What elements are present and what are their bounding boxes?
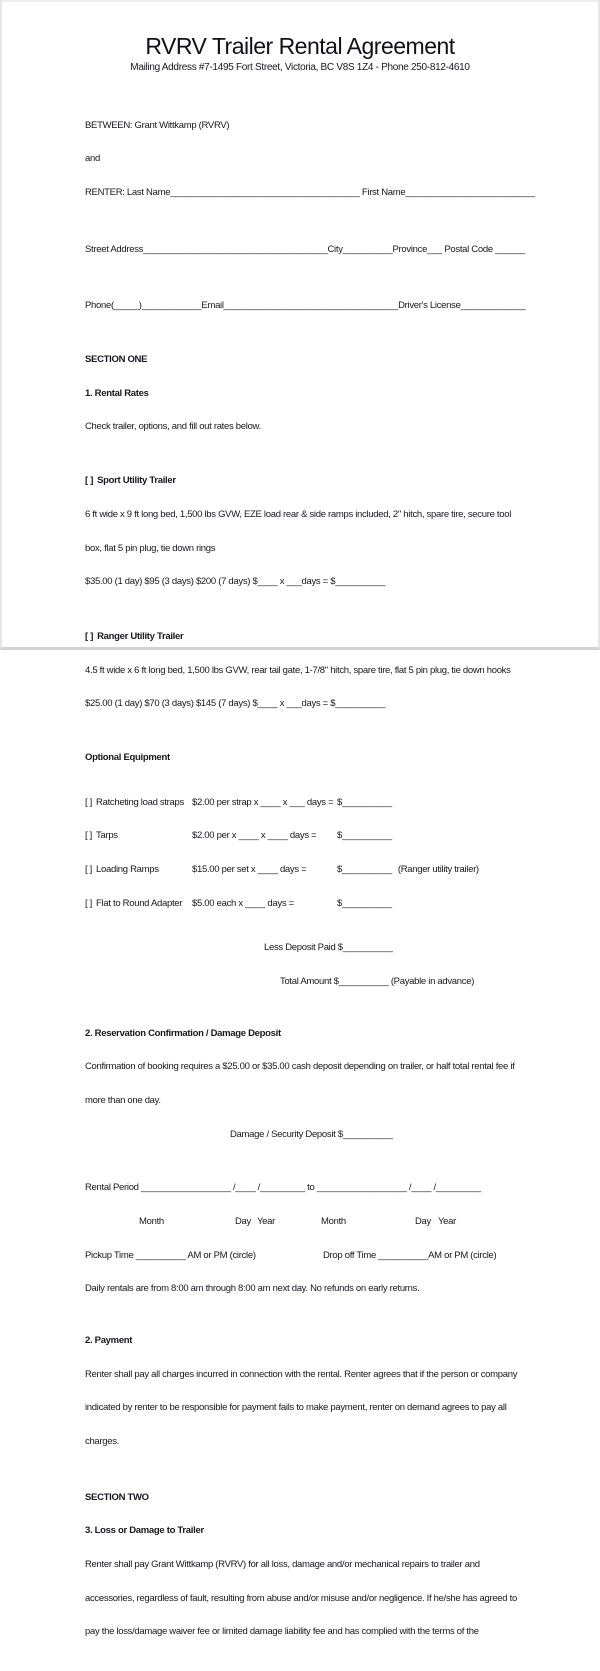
equipment-formula: $5.00 each x ____ days = [192, 897, 294, 909]
equipment-checkbox-icon[interactable]: [ ] [85, 796, 93, 808]
sport-trailer-checkbox-icon[interactable]: [ ] [85, 475, 94, 487]
payment-body-line: Renter shall pay all charges incurred in connection with the rental. Renter agrees that if the person or company [85, 1368, 518, 1380]
equipment-checkbox-icon[interactable]: [ ] [85, 897, 93, 909]
year-label: Year [257, 1216, 275, 1228]
between-line: BETWEEN: Grant Wittkamp (RVRV) [85, 119, 230, 131]
reservation-heading: 2. Reservation Confirmation / Damage Deposit [85, 1027, 281, 1039]
section-one-heading: SECTION ONE [85, 354, 148, 366]
sport-trailer-description-line: box, flat 5 pin plug, tie down rings [85, 542, 216, 554]
month-label: Month [321, 1216, 346, 1228]
document-body [85, 86, 558, 1671]
less-deposit-line: Less Deposit Paid $__________ [264, 942, 393, 954]
sport-trailer-heading [85, 475, 558, 486]
rental-period-labels [85, 1216, 558, 1227]
pickup-dropoff-line [85, 1250, 558, 1261]
security-deposit-line: Damage / Security Deposit $__________ [230, 1128, 393, 1140]
document-subtitle: Mailing Address #7-1495 Fort Street, Victoria, BC V8S 1Z4 - Phone 250-812-4610 [130, 62, 470, 73]
pickup-time-line: Pickup Time __________ AM or PM (circle) [85, 1249, 256, 1261]
ranger-trailer-checkbox-icon[interactable]: [ ] [85, 630, 94, 642]
equipment-label: Loading Ramps [96, 864, 159, 875]
phone-email-license-line: Phone(_____)____________Email___________________________________Driver's License_____________ [85, 300, 526, 312]
equipment-label-cell [85, 864, 192, 875]
equipment-row [85, 797, 558, 808]
ranger-trailer-heading [85, 631, 558, 642]
payment-body-line: charges. [85, 1435, 120, 1447]
equipment-label: Flat to Round Adapter [96, 897, 183, 909]
month-label: Month [139, 1216, 164, 1228]
rental-period-line: Rental Period __________________ /____ /_________ to __________________ /____ /_________ [85, 1182, 481, 1194]
equipment-formula: $2.00 per strap x ____ x ___ days = [192, 796, 334, 808]
loss-damage-body-line: accessories, regardless of fault, resulting from abuse and/or misuse and/or negligence. If he/she has agreed to [85, 1592, 517, 1604]
equipment-checkbox-icon[interactable]: [ ] [85, 830, 93, 842]
sport-trailer-description-line: 6 ft wide x 9 ft long bed, 1,500 lbs GVW, EZE load rear & side ramps included, 2" hitch, spare tire, secure tool [85, 508, 512, 520]
equipment-row [85, 864, 558, 875]
equipment-formula: $15.00 per set x ____ days = [192, 864, 307, 875]
equipment-formula: $2.00 per x ____ x ____ days = [192, 830, 317, 842]
equipment-amount-blank: $__________ [337, 830, 392, 842]
reservation-body-line: more than one day. [85, 1095, 161, 1107]
equipment-amount-blank: $__________ [337, 897, 392, 909]
daily-rentals-note: Daily rentals are from 8:00 am through 8:00 am next day. No refunds on early returns. [85, 1283, 420, 1295]
day-label: Day [415, 1216, 431, 1228]
equipment-amount-blank: $__________ [337, 796, 392, 808]
equipment-label: Ratcheting load straps [96, 796, 184, 808]
reservation-body-line: Confirmation of booking requires a $25.00 or $35.00 cash deposit depending on trailer, or half total rental fee if [85, 1061, 515, 1073]
street-address-line: Street Address_____________________________________City__________Province___ Postal Code ______ [85, 243, 526, 255]
ranger-trailer-description-line: 4.5 ft wide x 6 ft long bed, 1,500 lbs GVW, rear tail gate, 1-7/8" hitch, spare tire, flat 5 pin plug, tie down hooks [85, 664, 511, 676]
payment-body-line: indicated by renter to be responsible for payment fails to make payment, renter on demand agrees to pay all [85, 1402, 507, 1414]
total-amount-line: Total Amount $__________ (Payable in advance) [280, 976, 475, 988]
loss-damage-body-line: pay the loss/damage waiver fee or limited damage liability fee and has complied with the terms of the [85, 1626, 479, 1638]
rental-rates-note: Check trailer, options, and fill out rates below. [85, 421, 261, 433]
equipment-checkbox-icon[interactable]: [ ] [85, 864, 93, 875]
equipment-label-cell [85, 797, 192, 808]
equipment-label: Tarps [96, 830, 118, 842]
and-line: and [85, 153, 100, 165]
sport-trailer-heading-label: Sport Utility Trailer [97, 475, 176, 487]
dropoff-time-line: Drop off Time __________AM or PM (circle) [323, 1249, 497, 1261]
equipment-label-cell [85, 898, 192, 909]
day-label: Day [235, 1216, 251, 1228]
rental-rates-heading: 1. Rental Rates [85, 387, 149, 399]
loss-damage-body-line: Renter shall pay Grant Wittkamp (RVRV) for all loss, damage and/or mechanical repairs to trailer and [85, 1558, 480, 1570]
ranger-trailer-rates-line: $25.00 (1 day) $70 (3 days) $145 (7 days) $____ x ___days = $__________ [85, 698, 386, 710]
payment-heading: 2. Payment [85, 1335, 133, 1347]
ranger-trailer-heading-label: Ranger Utility Trailer [97, 630, 184, 642]
document-title: RVRV Trailer Rental Agreement [145, 33, 455, 59]
renter-line: RENTER: Last Name______________________________________ First Name__________________________ [85, 186, 535, 198]
loss-damage-heading: 3. Loss or Damage to Trailer [85, 1525, 204, 1537]
equipment-row [85, 830, 558, 841]
year-label: Year [438, 1216, 456, 1228]
equipment-row [85, 898, 558, 909]
section-two-heading: SECTION TWO [85, 1491, 149, 1503]
equipment-label-cell [85, 830, 192, 841]
sport-trailer-rates-line: $35.00 (1 day) $95 (3 days) $200 (7 days) $____ x ___days = $__________ [85, 576, 386, 588]
equipment-amount-blank: $__________ [337, 864, 392, 875]
equipment-note: (Ranger utility trailer) [397, 864, 479, 875]
optional-equipment-heading: Optional Equipment [85, 751, 170, 763]
